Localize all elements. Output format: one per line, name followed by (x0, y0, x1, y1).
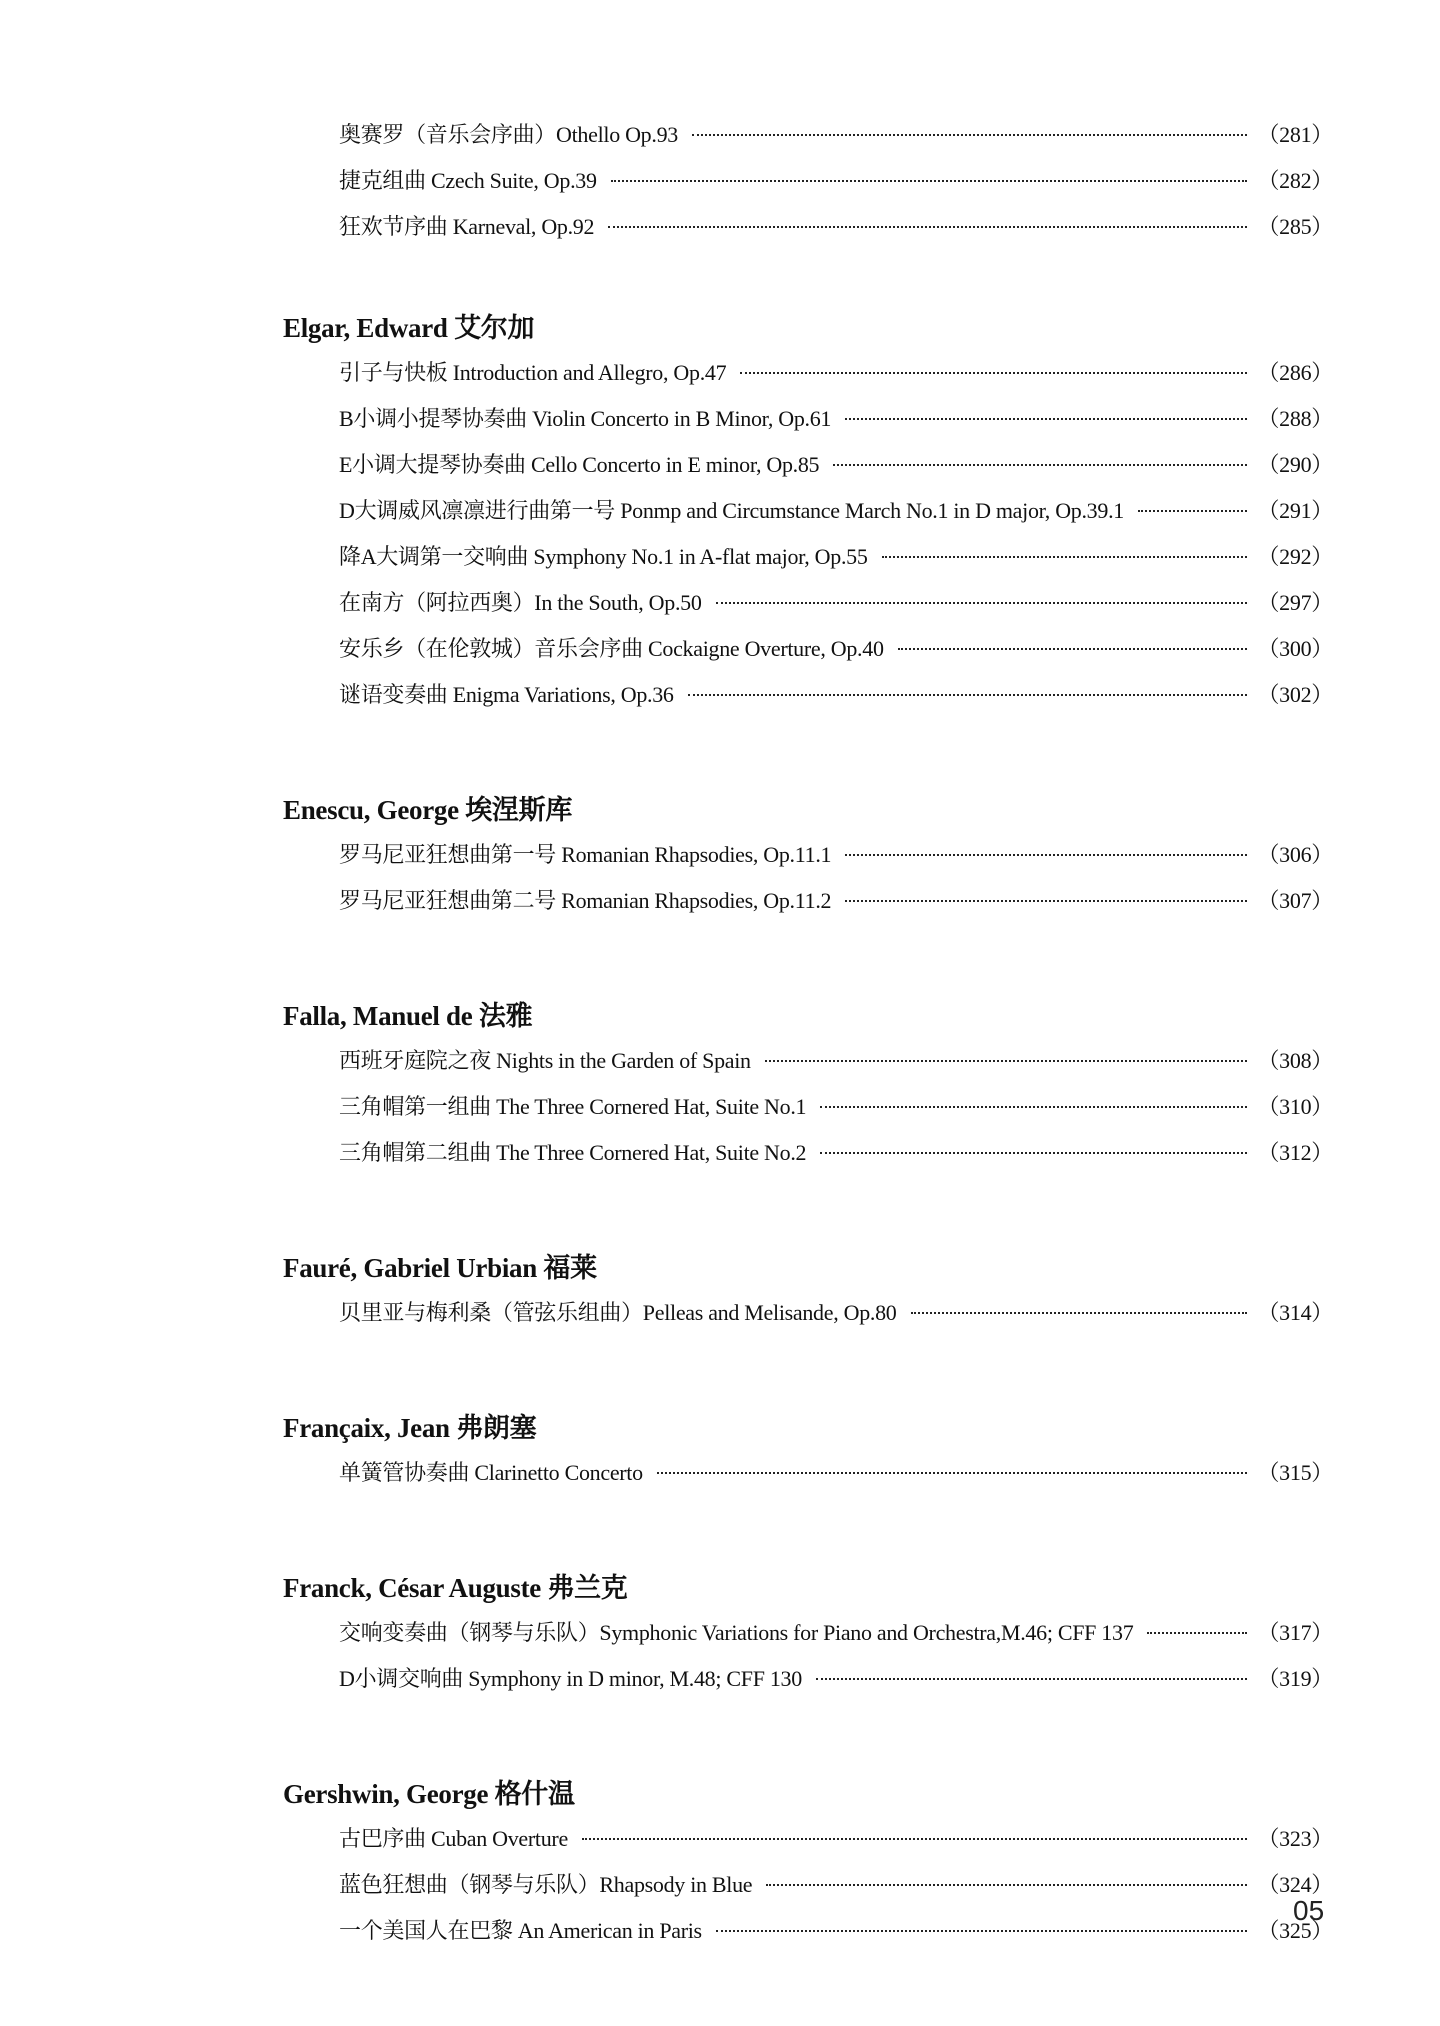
toc-entry[interactable] (339, 626, 1333, 672)
entry-title: 贝里亚与梅利桑（管弦乐组曲）Pelleas and Melisande, Op.80 (339, 1300, 897, 1325)
entry-title: B小调小提琴协奏曲 Violin Concerto in B Minor, Op.61 (339, 406, 832, 431)
entry-title: 安乐乡（在伦敦城）音乐会序曲 Cockaigne Overture, Op.40 (339, 636, 884, 661)
entry-page-number: （302） (1257, 682, 1333, 707)
composer-section (283, 1774, 1333, 1954)
dot-leader (1147, 1632, 1247, 1634)
composer-heading: Françaix, Jean 弗朗塞 (283, 1413, 537, 1443)
entry-page-number: （314） (1257, 1300, 1333, 1325)
entry-page-number: （310） (1257, 1094, 1333, 1119)
dot-leader (657, 1472, 1248, 1474)
dot-leader (765, 1060, 1248, 1062)
entry-title: 古巴序曲 Cuban Overture (339, 1826, 568, 1851)
composer-heading: Franck, César Auguste 弗兰克 (283, 1573, 628, 1603)
toc-entry[interactable] (339, 1908, 1333, 1954)
composer-section (283, 1568, 1333, 1702)
toc-entry[interactable] (339, 1816, 1333, 1862)
dot-leader (845, 854, 1247, 856)
entry-title: 降A大调第一交响曲 Symphony No.1 in A-flat major, Op.55 (339, 544, 868, 569)
toc-entry[interactable] (339, 534, 1333, 580)
entry-title: 谜语变奏曲 Enigma Variations, Op.36 (339, 682, 674, 707)
entry-page-number: （286） (1257, 360, 1333, 385)
toc-entry[interactable] (339, 832, 1333, 878)
toc-entry[interactable] (339, 1084, 1333, 1130)
entry-title: 引子与快板 Introduction and Allegro, Op.47 (339, 360, 727, 385)
toc-entry[interactable] (339, 1038, 1333, 1084)
toc-entry[interactable] (339, 1862, 1333, 1908)
toc-entry[interactable] (339, 580, 1333, 626)
entry-title: D小调交响曲 Symphony in D minor, M.48; CFF 130 (339, 1666, 802, 1691)
entry-title: D大调威风凛凛进行曲第一号 Ponmp and Circumstance March No.1 in D major, Op.39.1 (339, 498, 1124, 523)
toc-entry[interactable] (339, 112, 1333, 158)
composer-section (283, 308, 1333, 718)
entry-title: 奥赛罗（音乐会序曲）Othello Op.93 (339, 122, 678, 147)
dot-leader (911, 1312, 1248, 1314)
composer-heading: Elgar, Edward 艾尔加 (283, 313, 535, 343)
dot-leader (833, 464, 1247, 466)
toc-entry[interactable] (339, 1450, 1333, 1496)
entry-title: 在南方（阿拉西奥）In the South, Op.50 (339, 590, 702, 615)
toc-entry[interactable] (339, 350, 1333, 396)
entry-page-number: （325） (1257, 1918, 1333, 1943)
dot-leader (608, 226, 1247, 228)
entry-page-number: （323） (1257, 1826, 1333, 1851)
table-of-contents (283, 112, 1333, 2026)
entry-title: 交响变奏曲（钢琴与乐队）Symphonic Variations for Piano and Orchestra,M.46; CFF 137 (339, 1620, 1134, 1645)
composer-heading: Gershwin, George 格什温 (283, 1779, 575, 1809)
composer-heading: Falla, Manuel de 法雅 (283, 1001, 533, 1031)
entry-title: 一个美国人在巴黎 An American in Paris (339, 1918, 702, 1943)
dot-leader (1138, 510, 1247, 512)
toc-entry[interactable] (339, 878, 1333, 924)
entry-title: 三角帽第二组曲 The Three Cornered Hat, Suite No.2 (339, 1140, 807, 1165)
entry-page-number: （306） (1257, 842, 1333, 867)
dot-leader (816, 1678, 1248, 1680)
entry-page-number: （317） (1257, 1620, 1333, 1645)
toc-entry[interactable] (339, 1656, 1333, 1702)
composer-heading: Fauré, Gabriel Urbian 福莱 (283, 1253, 597, 1283)
dot-leader (820, 1106, 1247, 1108)
toc-entry[interactable] (339, 1130, 1333, 1176)
dot-leader (611, 180, 1248, 182)
dot-leader (882, 556, 1248, 558)
dot-leader (692, 134, 1248, 136)
entry-page-number: （291） (1257, 498, 1333, 523)
entry-page-number: （292） (1257, 544, 1333, 569)
dot-leader (820, 1152, 1247, 1154)
entry-page-number: （297） (1257, 590, 1333, 615)
entry-title: 捷克组曲 Czech Suite, Op.39 (339, 168, 597, 193)
toc-entry[interactable] (339, 672, 1333, 718)
dot-leader (766, 1884, 1247, 1886)
composer-section (283, 790, 1333, 924)
entry-page-number: （315） (1257, 1460, 1333, 1485)
toc-entry[interactable] (339, 488, 1333, 534)
composer-section (283, 1248, 1333, 1336)
dot-leader (898, 648, 1248, 650)
toc-entry[interactable] (339, 1610, 1333, 1656)
entry-title: E小调大提琴协奏曲 Cello Concerto in E minor, Op.85 (339, 452, 820, 477)
toc-entry[interactable] (339, 442, 1333, 488)
entry-page-number: （307） (1257, 888, 1333, 913)
composer-section (283, 996, 1333, 1176)
composer-heading: Enescu, George 埃涅斯库 (283, 795, 573, 825)
entry-title: 蓝色狂想曲（钢琴与乐队）Rhapsody in Blue (339, 1872, 753, 1897)
dot-leader (716, 1930, 1248, 1932)
entry-page-number: （308） (1257, 1048, 1333, 1073)
toc-entry[interactable] (339, 1290, 1333, 1336)
entry-title: 狂欢节序曲 Karneval, Op.92 (339, 214, 595, 239)
entry-title: 单簧管协奏曲 Clarinetto Concerto (339, 1460, 643, 1485)
entry-page-number: （300） (1257, 636, 1333, 661)
entry-page-number: （281） (1257, 122, 1333, 147)
dot-leader (845, 418, 1247, 420)
entry-title: 罗马尼亚狂想曲第二号 Romanian Rhapsodies, Op.11.2 (339, 888, 832, 913)
dot-leader (688, 694, 1248, 696)
entry-page-number: （312） (1257, 1140, 1333, 1165)
toc-entry[interactable] (339, 204, 1333, 250)
composer-section (283, 112, 1333, 250)
page-number: 05 (1293, 1895, 1325, 1926)
entry-page-number: （288） (1257, 406, 1333, 431)
entry-page-number: （282） (1257, 168, 1333, 193)
toc-entry[interactable] (339, 396, 1333, 442)
entry-page-number: （285） (1257, 214, 1333, 239)
entry-page-number: （290） (1257, 452, 1333, 477)
dot-leader (740, 372, 1247, 374)
toc-entry[interactable] (339, 158, 1333, 204)
entry-title: 三角帽第一组曲 The Three Cornered Hat, Suite No.1 (339, 1094, 807, 1119)
dot-leader (716, 602, 1248, 604)
composer-section (283, 1408, 1333, 1496)
entry-title: 西班牙庭院之夜 Nights in the Garden of Spain (339, 1048, 751, 1073)
entry-page-number: （319） (1257, 1666, 1333, 1691)
entry-page-number: （324） (1257, 1872, 1333, 1897)
dot-leader (845, 900, 1247, 902)
entry-title: 罗马尼亚狂想曲第一号 Romanian Rhapsodies, Op.11.1 (339, 842, 832, 867)
dot-leader (582, 1838, 1248, 1840)
